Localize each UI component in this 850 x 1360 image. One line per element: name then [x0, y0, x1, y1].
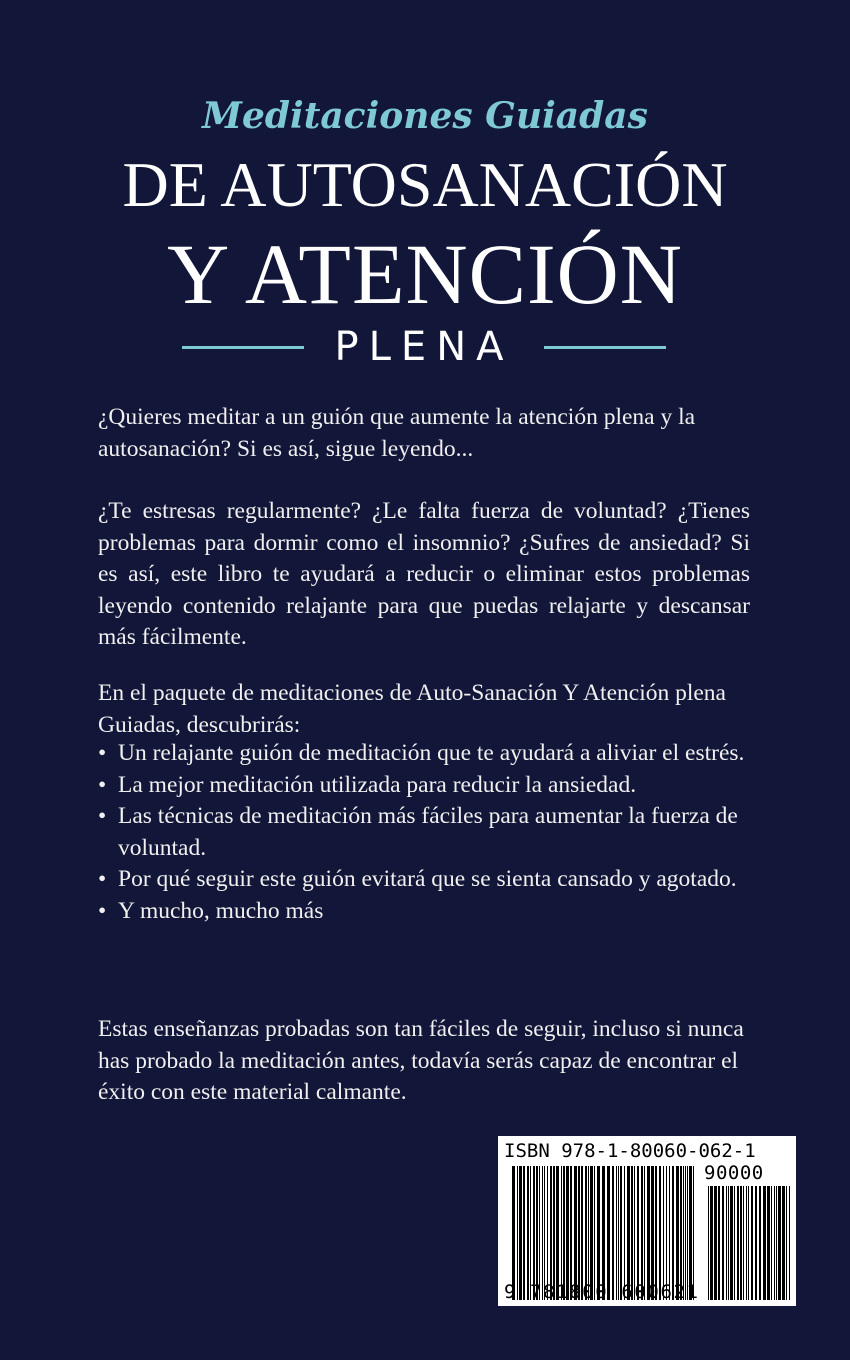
right-divider	[544, 346, 666, 349]
isbn-number: ISBN 978-1-80060-062-1	[504, 1140, 756, 1162]
list-item	[98, 896, 763, 928]
list-item-text: Las técnicas de meditación más fáciles para aumentar la fuerza de voluntad.	[118, 803, 738, 861]
title-line-3: PLENA	[334, 324, 514, 370]
bullet-icon: •	[98, 803, 107, 829]
list-item	[98, 801, 763, 864]
benefits-list	[98, 738, 763, 927]
bullet-icon: •	[98, 897, 107, 924]
list-item	[98, 738, 763, 770]
price-code: 90000	[704, 1162, 764, 1184]
title-line-1: DE AUTOSANACIÓN	[122, 149, 728, 220]
list-item-text: Y mucho, mucho más	[118, 897, 324, 924]
list-item	[98, 864, 763, 896]
barcode-bars-icon	[512, 1166, 696, 1300]
bullet-icon: •	[98, 771, 107, 798]
list-item-text: Un relajante guión de meditación que te ayudará a aliviar el estrés.	[118, 740, 745, 766]
script-title: Meditaciones Guiadas	[202, 95, 648, 137]
addon-barcode-bars-icon	[708, 1186, 790, 1300]
list-item-text: Por qué seguir este guión evitará que se sienta cansado y agotado.	[118, 866, 737, 892]
questions-paragraph: ¿Te estresas regularmente? ¿Le falta fuerza de voluntad? ¿Tienes problemas para dormir como el insomnio? ¿Sufres de ansiedad? Si es así, este libro te ayudará a reducir o eliminar estos problemas leyendo contenido relajante para que puedas relajarte y descansar más fácilmente.	[98, 498, 750, 650]
title-line-2: Y ATENCIÓN	[167, 226, 683, 322]
intro-paragraph: ¿Quieres meditar a un guión que aumente la atención plena y la autosanación? Si es así, sigue leyendo...	[98, 404, 696, 462]
list-item-text: La mejor meditación utilizada para reducir la ansiedad.	[118, 771, 637, 798]
left-divider	[182, 346, 304, 349]
bullet-icon: •	[98, 740, 107, 766]
closing-paragraph: Estas enseñanzas probadas son tan fáciles de seguir, incluso si nunca has probado la meditación antes, todavía serás capaz de encontrar el éxito con este material calmante.	[98, 1016, 744, 1105]
bullet-icon: •	[98, 866, 107, 892]
list-item	[98, 770, 763, 802]
ean-number: 9 781800 600621	[504, 1281, 700, 1303]
package-paragraph: En el paquete de meditaciones de Auto-Sanación Y Atención plena Guiadas, descubrirás:	[98, 680, 726, 738]
isbn-barcode	[498, 1136, 796, 1306]
